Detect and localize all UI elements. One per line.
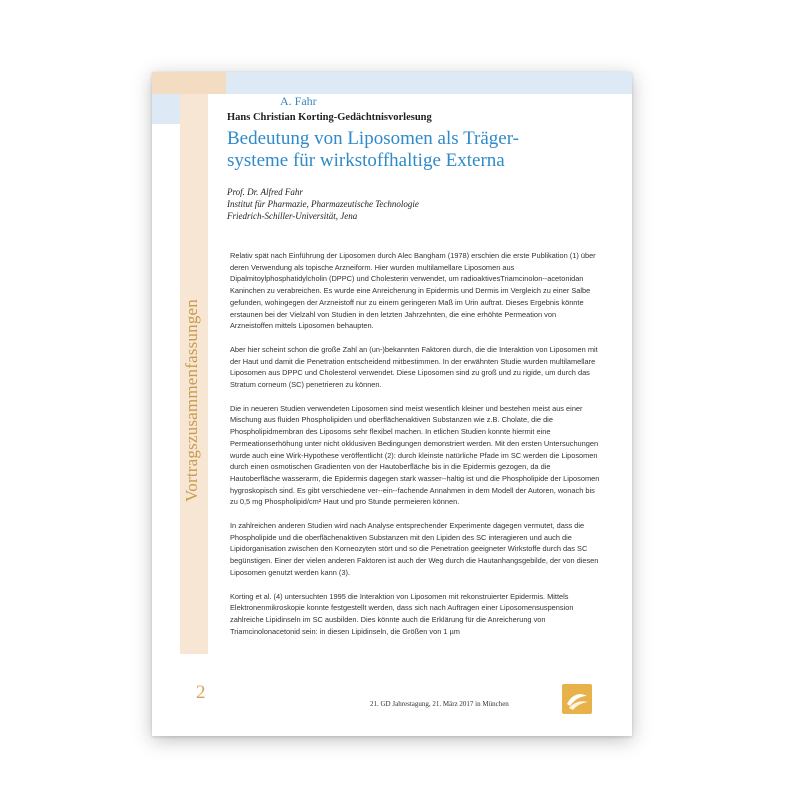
footer-event: 21. GD Jahrestagung, 21. März 2017 in München <box>370 700 509 708</box>
lecture-name: Hans Christian Korting-Gedächtnisvorlesung <box>227 112 432 123</box>
title-line: Bedeutung von Liposomen als Träger- <box>227 128 519 149</box>
author-institute: Institut für Pharmazie, Pharmazeutische Technologie <box>227 199 419 209</box>
vertical-section-label: Vortragszusammenfassungen <box>182 299 201 502</box>
top-band-peach <box>152 72 226 94</box>
author-byline <box>227 186 419 222</box>
paragraph: Die in neueren Studien verwendeten Liposomen sind meist wesentlich kleiner und bestehen meist aus einer Mischung aus fluiden Phospholipiden und oberflächenaktiven Substanzen wie z.B. Cholate, die die Phospholipidmembran des Liposoms sehr flexibel machen. In etlichen Studien konnte hiermit eine Permeationserhöhung unter nicht okklusiven Bedingungen demonstriert werden. Mit den ersten Untersuchungen wurde auch eine Wirk-Hypothese veröffentlicht (2): durch kleinste natürliche Pfade im SC werden die Liposomen durch einen osmotischen Gradienten von der Hautoberfläche bis in die Epidermis gezogen, da die Hautoberfläche wasserarm, die Epidermis dagegen stark wasser-‑haltig ist und die Phospholipide der Liposomen hygroskopisch sind. Es gibt verschiedene ver-‑ein-‑fachende Annahmen in dem Modell der Autoren, wonach bis zu 0,5 mg Phospholipid/cm² Haut und pro Stunde permeieren können. <box>230 403 600 507</box>
article-body <box>230 250 600 649</box>
document-page <box>152 72 632 736</box>
author-name: Prof. Dr. Alfred Fahr <box>227 187 303 197</box>
top-band-blue <box>226 72 632 94</box>
gd-logo-icon <box>562 684 592 714</box>
paragraph: Korting et al. (4) untersuchten 1995 die Interaktion von Liposomen mit rekonstruierter Epidermis. Mittels Elektronenmikroskopie konnte festgestellt werden, dass sich nach Auftragen einer Liposomensuspension zahlreiche Lipidinseln im SC ausbilden. Dies könnte auch die Erklärung für die Anreicherung von Triamcinolonacetonid sein: in diesen Lipidinseln, die Größen von 1 µm <box>230 591 574 636</box>
paragraph: In zahlreichen anderen Studien wird nach Analyse entsprechender Experimente dagegen vermutet, dass die Phospholipide und die oberflächenaktiven Substanzen mit den Lipiden des SC interagieren und auch die Lipidorganisation zwischen den Korneozyten stört und so die Penetration geeigneter Wirkstoffe durch das SC begünstigen. Einer der vielen anderen Faktoren ist auch der Weg durch die Hautanhangsgebilde, der von diesen Liposomen genutzt werden kann (3). <box>230 521 599 577</box>
paragraph: Relativ spät nach Einführung der Liposomen durch Alec Bangham (1978) erschien die erste Publikation (1) über deren Verwendung als topische Arzneiform. Hier wurden multilamellare Liposomen aus Dipalmitoylphosphatidylcholin (DPPC) und Cholesterin verwendet, um radioaktivesTriamcinolon-‑acetonidan Kaninchen zu verabreichen. Es wurde eine Anreicherung in Epidermis und Dermis im Vergleich zu einer Salbe gefunden, wohingegen der Arzneistoff nur zu einem geringeren Maß im Urin auftrat. Dieses Ergebnis könnte erstaunen bei der Vielzahl von Studien in den letzten Jahrzehnten, die eine erhöhte Permeation von Arzneistoffen mittels Liposomen behaupten. <box>230 251 596 331</box>
page-number: 2 <box>196 682 206 703</box>
article-title <box>227 128 617 172</box>
author-tag: A. Fahr <box>280 94 317 108</box>
author-university: Friedrich-Schiller-Universität, Jena <box>227 211 358 221</box>
paragraph: Aber hier scheint schon die große Zahl an (un-)bekannten Faktoren durch, die die Interaktion von Liposomen mit der Haut und damit die Penetration entscheidend mitbestimmen. In der erwähnten Studie wurden multilamellare Liposomen aus DPPC und Cholesterol verwendet. Diese Liposomen sind zu groß und zu rigide, um durch das Stratum corneum (SC) penetrieren zu können. <box>230 344 598 390</box>
title-line: systeme für wirkstoffhaltige Externa <box>227 150 505 171</box>
